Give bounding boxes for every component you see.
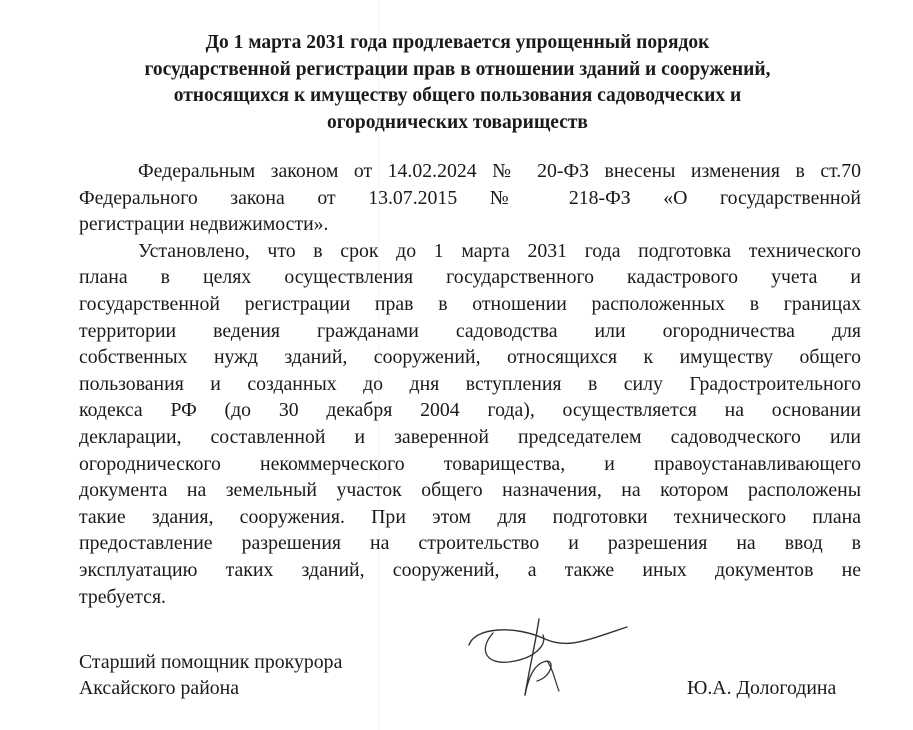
body-line: такие здания, сооружения. При этом для подготовки технического плана (79, 505, 861, 528)
body-line: собственных нужд зданий, сооружений, относящихся к имуществу общего (79, 346, 861, 369)
signatory-position-line: Аксайского района (79, 677, 240, 699)
body-line: плана в целях осуществления государственного кадастрового учета и (79, 266, 861, 289)
body-line: документа на земельный участок общего назначения, на котором расположены (79, 479, 861, 502)
title-line: До 1 марта 2031 года продлевается упрощенный порядок (205, 32, 710, 53)
document-title (60, 30, 855, 136)
body-line: государственной регистрации прав в отношении расположенных в границах (79, 292, 861, 315)
body-line: Федерального закона от 13.07.2015 № 218-ФЗ «О государственной (79, 186, 861, 209)
body-line: регистрации недвижимости». (79, 213, 329, 236)
body-line: Федеральным законом от 14.02.2024 № 20-ФЗ внесены изменения в ст.70 (138, 160, 861, 182)
handwritten-signature (455, 605, 635, 705)
paragraph-2 (79, 238, 861, 610)
title-line: огороднических товариществ (327, 111, 588, 133)
body-line: огороднического некоммерческого товарищества, и правоустанавливающего (79, 452, 861, 475)
body-line: пользования и созданных до дня вступления в силу Градостроительного (79, 372, 861, 395)
body-line: требуется. (79, 585, 166, 608)
title-line: государственной регистрации прав в отношении зданий и сооружений, (144, 58, 771, 80)
signatory-position (79, 649, 342, 701)
document-body (79, 158, 861, 610)
title-line: относящихся к имуществу общего пользования садоводческих и (173, 85, 742, 106)
body-line: эксплуатацию таких зданий, сооружений, а также иных документов не (79, 558, 861, 581)
body-line: Установлено, что в срок до 1 марта 2031 года подготовка технического (138, 239, 861, 262)
body-line: декларации, составленной и заверенной председателем садоводческого или (79, 425, 861, 448)
signatory-name: Ю.А. Дологодина (687, 677, 837, 699)
signatory-position-line: Старший помощник прокурора (79, 651, 343, 673)
body-line: предоставление разрешения на строительство и разрешения на ввод в (79, 532, 861, 555)
body-line: кодекса РФ (до 30 декабря 2004 года), осуществляется на основании (79, 399, 861, 422)
paragraph-1 (79, 158, 861, 238)
body-line: территории ведения гражданами садоводства или огородничества для (79, 319, 861, 342)
